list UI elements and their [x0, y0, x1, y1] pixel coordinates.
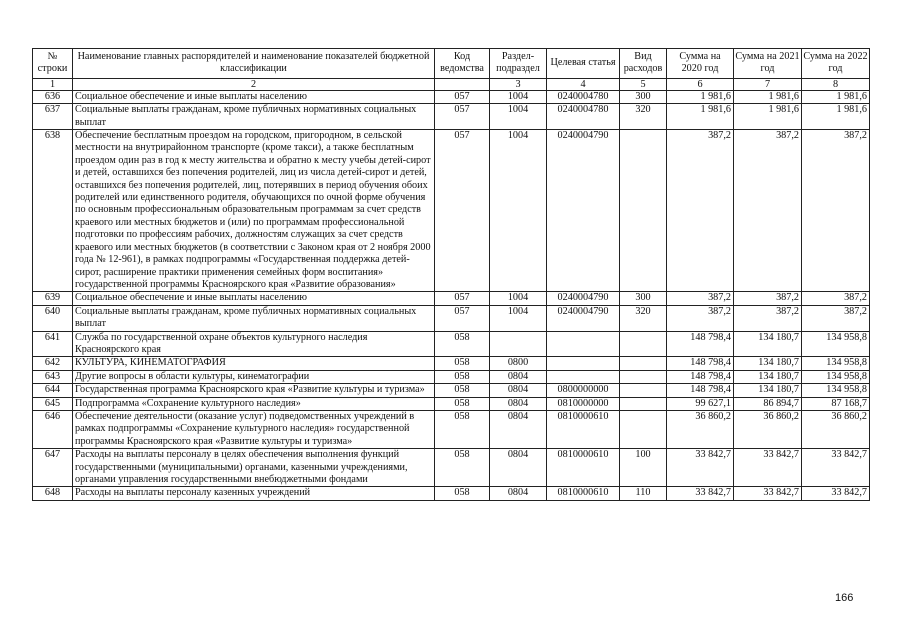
row-sum-2021: 134 180,7	[734, 384, 802, 397]
column-number-row	[33, 78, 870, 90]
row-sum-2022: 387,2	[802, 305, 870, 331]
row-number: 638	[33, 130, 73, 292]
row-expense-type	[620, 331, 667, 357]
table-row	[33, 410, 870, 448]
column-number: 8	[802, 78, 870, 90]
row-sum-2022: 1 981,6	[802, 90, 870, 103]
row-expense-type: 320	[620, 104, 667, 130]
row-expense-type	[620, 130, 667, 292]
header-section: Раздел-подраздел	[490, 49, 547, 79]
column-number: 7	[734, 78, 802, 90]
column-number: 2	[73, 78, 435, 90]
row-sum-2022: 134 958,8	[802, 384, 870, 397]
header-expense-type: Вид расходов	[620, 49, 667, 79]
page-number: 166	[835, 592, 854, 604]
table-row	[33, 384, 870, 397]
row-number: 642	[33, 357, 73, 370]
row-sum-2020: 1 981,6	[667, 104, 734, 130]
row-name: Расходы на выплаты персоналу в целях обеспечения выполнения функций государственными (муниципальными) органами, казенными учреждениями, органами управления государственными внебюджетными фондами	[73, 449, 435, 487]
row-dept-code: 057	[435, 305, 490, 331]
row-sum-2020: 387,2	[667, 305, 734, 331]
row-target: 0810000610	[547, 410, 620, 448]
row-sum-2021: 387,2	[734, 292, 802, 305]
table-row	[33, 357, 870, 370]
row-number: 644	[33, 384, 73, 397]
row-sum-2021: 33 842,7	[734, 449, 802, 487]
row-target: 0810000610	[547, 487, 620, 500]
row-section: 0804	[490, 487, 547, 500]
row-number: 641	[33, 331, 73, 357]
column-number: 5	[620, 78, 667, 90]
row-dept-code: 058	[435, 487, 490, 500]
header-name: Наименование главных распорядителей и наименование показателей бюджетной классификации	[73, 49, 435, 79]
table-body	[33, 90, 870, 500]
row-name: Другие вопросы в области культуры, кинематографии	[73, 370, 435, 383]
row-dept-code: 057	[435, 130, 490, 292]
row-section: 1004	[490, 90, 547, 103]
row-sum-2020: 148 798,4	[667, 384, 734, 397]
row-expense-type: 320	[620, 305, 667, 331]
row-section: 1004	[490, 292, 547, 305]
row-target	[547, 370, 620, 383]
row-dept-code: 058	[435, 449, 490, 487]
header-target: Целевая статья	[547, 49, 620, 79]
column-number	[435, 78, 490, 90]
column-number: 3	[490, 78, 547, 90]
row-sum-2022: 36 860,2	[802, 410, 870, 448]
row-target: 0810000610	[547, 449, 620, 487]
row-name: Подпрограмма «Сохранение культурного наследия»	[73, 397, 435, 410]
row-sum-2022: 33 842,7	[802, 487, 870, 500]
row-number: 648	[33, 487, 73, 500]
column-number: 4	[547, 78, 620, 90]
table-row	[33, 487, 870, 500]
row-number: 645	[33, 397, 73, 410]
row-target	[547, 357, 620, 370]
row-number: 636	[33, 90, 73, 103]
row-dept-code: 057	[435, 90, 490, 103]
header-sum-2020: Сумма на 2020 год	[667, 49, 734, 79]
row-section: 0800	[490, 357, 547, 370]
row-dept-code: 057	[435, 292, 490, 305]
row-sum-2021: 1 981,6	[734, 104, 802, 130]
header-row-number: № строки	[33, 49, 73, 79]
row-sum-2021: 86 894,7	[734, 397, 802, 410]
row-name: Расходы на выплаты персоналу казенных учреждений	[73, 487, 435, 500]
row-number: 639	[33, 292, 73, 305]
row-sum-2022: 1 981,6	[802, 104, 870, 130]
table-row	[33, 104, 870, 130]
table-row	[33, 130, 870, 292]
row-target	[547, 331, 620, 357]
row-target: 0240004790	[547, 130, 620, 292]
table-row	[33, 370, 870, 383]
row-number: 643	[33, 370, 73, 383]
table-row	[33, 305, 870, 331]
row-section: 0804	[490, 384, 547, 397]
row-sum-2022: 33 842,7	[802, 449, 870, 487]
row-target: 0240004790	[547, 292, 620, 305]
table-row	[33, 90, 870, 103]
row-target: 0240004780	[547, 90, 620, 103]
row-name: Социальные выплаты гражданам, кроме публичных нормативных социальных выплат	[73, 305, 435, 331]
row-name: Обеспечение бесплатным проездом на городском, пригородном, в сельской местности на внутрирайонном транспорте (кроме такси), а также бесплатным проездом один раз в год к месту жительства и обратно к месту учебы детей-сирот и детей, оставшихся без попечения родителей, лиц из числа детей-сирот и детей, оставшихся без попечения родителей, лиц, потерявших в период обучения обоих родителей или единственного родителя, обучающихся по очной форме обучения по основным профессиональным образовательным программам за счет средств краевого или местных бюджетов и (или) по программам профессиональной подготовки по профессиям рабочих, должностям служащих за счет средств краевого или местных бюджетов (в соответствии с Законом края от 2 ноября 2000 года № 12-961), в рамках подпрограммы «Государственная поддержка детей-сирот, расширение практики применения семейных форм воспитания» государственной программы Красноярского края «Развитие образования»	[73, 130, 435, 292]
row-sum-2020: 148 798,4	[667, 331, 734, 357]
table-row	[33, 449, 870, 487]
table-row	[33, 292, 870, 305]
row-number: 646	[33, 410, 73, 448]
row-sum-2021: 134 180,7	[734, 331, 802, 357]
row-sum-2022: 387,2	[802, 130, 870, 292]
row-dept-code: 058	[435, 410, 490, 448]
row-expense-type	[620, 410, 667, 448]
row-section: 1004	[490, 104, 547, 130]
row-sum-2022: 387,2	[802, 292, 870, 305]
row-target: 0800000000	[547, 384, 620, 397]
row-sum-2021: 33 842,7	[734, 487, 802, 500]
row-sum-2021: 134 180,7	[734, 370, 802, 383]
row-expense-type	[620, 397, 667, 410]
row-section	[490, 331, 547, 357]
header-row	[33, 49, 870, 79]
row-section: 0804	[490, 370, 547, 383]
row-sum-2020: 99 627,1	[667, 397, 734, 410]
row-sum-2021: 134 180,7	[734, 357, 802, 370]
row-sum-2022: 87 168,7	[802, 397, 870, 410]
row-sum-2022: 134 958,8	[802, 331, 870, 357]
row-expense-type: 100	[620, 449, 667, 487]
row-sum-2022: 134 958,8	[802, 370, 870, 383]
row-target: 0240004790	[547, 305, 620, 331]
row-sum-2020: 148 798,4	[667, 357, 734, 370]
row-sum-2020: 33 842,7	[667, 487, 734, 500]
row-name: Государственная программа Красноярского края «Развитие культуры и туризма»	[73, 384, 435, 397]
row-name: Обеспечение деятельности (оказание услуг) подведомственных учреждений в рамках подпрограммы «Сохранение культурного наследия» государственной программы Красноярского края «Развитие культуры и туризма»	[73, 410, 435, 448]
budget-table-page	[32, 48, 870, 501]
column-number: 6	[667, 78, 734, 90]
row-number: 640	[33, 305, 73, 331]
row-target: 0810000000	[547, 397, 620, 410]
row-sum-2020: 1 981,6	[667, 90, 734, 103]
row-sum-2021: 387,2	[734, 305, 802, 331]
row-sum-2020: 148 798,4	[667, 370, 734, 383]
row-dept-code: 058	[435, 370, 490, 383]
budget-table	[32, 48, 870, 501]
row-dept-code: 058	[435, 397, 490, 410]
row-name: Социальные выплаты гражданам, кроме публичных нормативных социальных выплат	[73, 104, 435, 130]
row-expense-type	[620, 357, 667, 370]
header-sum-2021: Сумма на 2021 год	[734, 49, 802, 79]
row-sum-2022: 134 958,8	[802, 357, 870, 370]
row-sum-2020: 36 860,2	[667, 410, 734, 448]
row-target: 0240004780	[547, 104, 620, 130]
row-section: 1004	[490, 305, 547, 331]
column-number: 1	[33, 78, 73, 90]
row-dept-code: 057	[435, 104, 490, 130]
row-number: 637	[33, 104, 73, 130]
table-row	[33, 397, 870, 410]
row-expense-type: 300	[620, 292, 667, 305]
row-section: 0804	[490, 397, 547, 410]
row-name: Социальное обеспечение и иные выплаты населению	[73, 90, 435, 103]
row-dept-code: 058	[435, 384, 490, 397]
row-section: 0804	[490, 449, 547, 487]
row-section: 0804	[490, 410, 547, 448]
row-number: 647	[33, 449, 73, 487]
row-dept-code: 058	[435, 357, 490, 370]
row-expense-type	[620, 384, 667, 397]
header-dept-code: Код ведомства	[435, 49, 490, 79]
row-name: Социальное обеспечение и иные выплаты населению	[73, 292, 435, 305]
row-sum-2021: 387,2	[734, 130, 802, 292]
row-sum-2020: 387,2	[667, 130, 734, 292]
row-sum-2021: 36 860,2	[734, 410, 802, 448]
row-sum-2021: 1 981,6	[734, 90, 802, 103]
header-sum-2022: Сумма на 2022 год	[802, 49, 870, 79]
row-expense-type: 110	[620, 487, 667, 500]
row-expense-type	[620, 370, 667, 383]
row-name: Служба по государственной охране объектов культурного наследия Красноярского края	[73, 331, 435, 357]
row-name: КУЛЬТУРА, КИНЕМАТОГРАФИЯ	[73, 357, 435, 370]
table-row	[33, 331, 870, 357]
row-section: 1004	[490, 130, 547, 292]
row-dept-code: 058	[435, 331, 490, 357]
row-sum-2020: 387,2	[667, 292, 734, 305]
row-sum-2020: 33 842,7	[667, 449, 734, 487]
row-expense-type: 300	[620, 90, 667, 103]
